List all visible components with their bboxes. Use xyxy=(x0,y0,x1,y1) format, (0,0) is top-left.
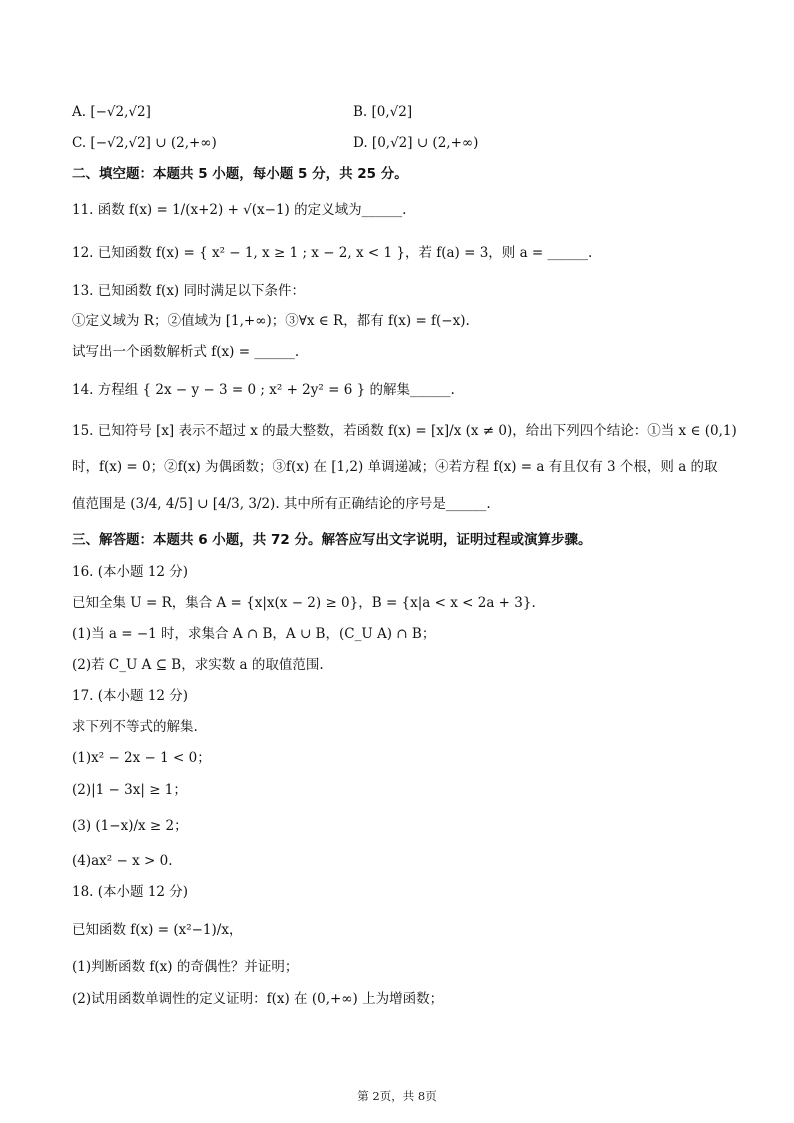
question-16-title: 16. (本小题 12 分) xyxy=(72,564,189,580)
option-b: B. [0,√2] xyxy=(353,104,413,120)
question-15-line-1: 15. 已知符号 [x] 表示不超过 x 的最大整数，若函数 f(x) = [x]/x (x ≠ 0)，给出下列四个结论：①当 x ∈ (0,1) xyxy=(72,423,737,439)
question-17-line-2: (1)x² − 2x − 1 < 0； xyxy=(72,750,211,766)
question-18-line-1: 已知函数 f(x) = (x²−1)/x， xyxy=(72,922,243,938)
option-d: D. [0,√2] ∪ (2,+∞) xyxy=(353,135,479,151)
section-3-heading: 三、解答题：本题共 6 小题，共 72 分。解答应写出文字说明，证明过程或演算步骤。 xyxy=(72,532,592,548)
question-16-line-2: (1)当 a = −1 时，求集合 A ∩ B，A ∪ B，(C_U A) ∩ B； xyxy=(72,626,436,642)
question-15-line-3: 值范围是 (3/4, 4/5] ∪ [4/3, 3/2). 其中所有正确结论的序号是______. xyxy=(72,496,491,512)
question-18-line-2: (1)判断函数 f(x) 的奇偶性？并证明； xyxy=(72,959,299,975)
question-17-line-4: (3) (1−x)/x ≥ 2； xyxy=(72,818,188,834)
question-17-line-1: 求下列不等式的解集. xyxy=(72,719,198,735)
question-16-line-3: (2)若 C_U A ⊆ B，求实数 a 的取值范围. xyxy=(72,657,324,673)
question-15-line-2: 时，f(x) = 0；②f(x) 为偶函数；③f(x) 在 [1,2) 单调递减；④若方程 f(x) = a 有且仅有 3 个根，则 a 的取 xyxy=(72,459,718,475)
question-13-line-2: ①定义域为 R；②值域为 [1,+∞)；③∀x ∈ R，都有 f(x) = f(−x). xyxy=(72,313,470,329)
option-c: C. [−√2,√2] ∪ (2,+∞) xyxy=(72,135,217,151)
question-13-line-1: 13. 已知函数 f(x) 同时满足以下条件： xyxy=(72,283,305,299)
question-13-line-3: 试写出一个函数解析式 f(x) = ______. xyxy=(72,344,300,360)
question-11: 11. 函数 f(x) = 1/(x+2) + √(x−1) 的定义域为______. xyxy=(72,202,407,218)
question-16-line-1: 已知全集 U = R，集合 A = {x|x(x − 2) ≥ 0}，B = {x|a < x < 2a + 3}. xyxy=(72,595,536,611)
option-a: A. [−√2,√2] xyxy=(72,104,151,120)
question-18-title: 18. (本小题 12 分) xyxy=(72,884,189,900)
question-18-line-3: (2)试用函数单调性的定义证明：f(x) 在 (0,+∞) 上为增函数； xyxy=(72,991,444,1007)
question-17-line-3: (2)|1 − 3x| ≥ 1； xyxy=(72,782,187,798)
question-14: 14. 方程组 { 2x − y − 3 = 0 ; x² + 2y² = 6 } 的解集______. xyxy=(72,382,455,398)
page-footer: 第 2页，共 8页 xyxy=(357,1089,437,1103)
question-17-line-5: (4)ax² − x > 0. xyxy=(72,853,173,869)
question-17-title: 17. (本小题 12 分) xyxy=(72,688,189,704)
question-12: 12. 已知函数 f(x) = { x² − 1, x ≥ 1 ; x − 2, x < 1 }，若 f(a) = 3，则 a = ______. xyxy=(72,245,593,261)
section-2-heading: 二、填空题：本题共 5 小题，每小题 5 分，共 25 分。 xyxy=(72,166,408,182)
